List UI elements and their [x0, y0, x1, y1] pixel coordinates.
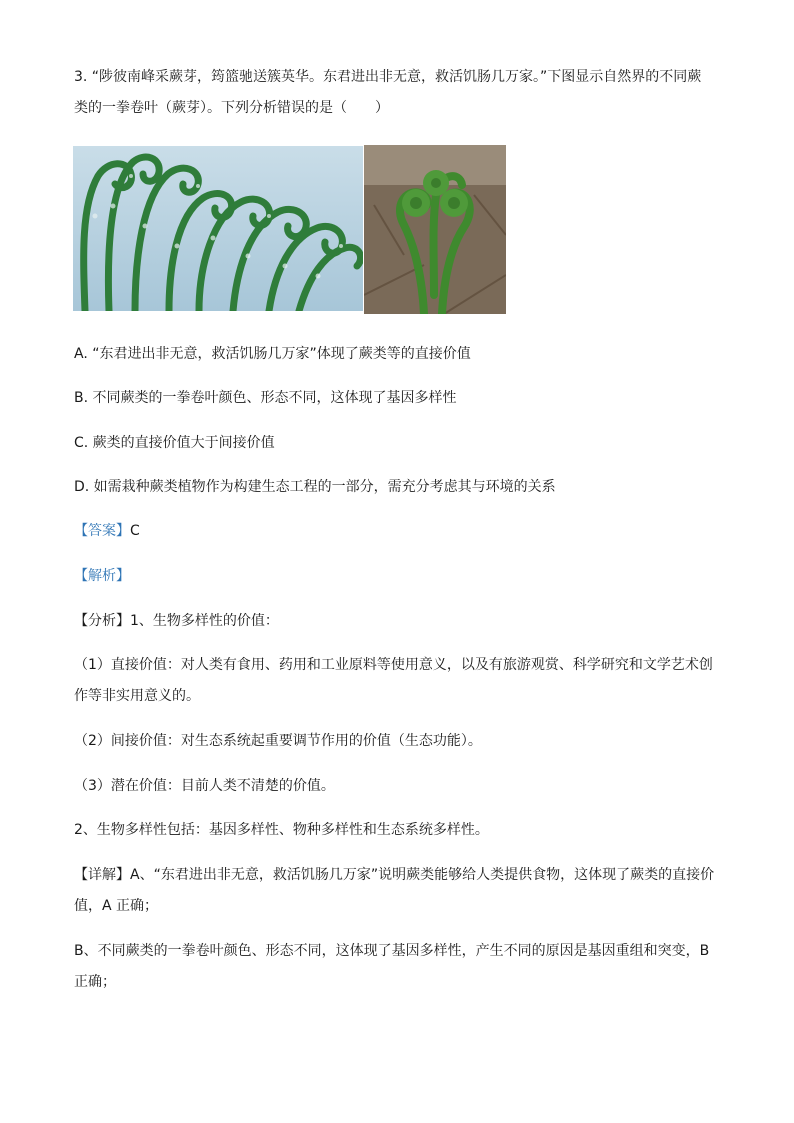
detail-a-line-1 [74, 865, 714, 885]
option-a: A. “东君进出非无意，救活饥肠几万家”体现了蕨类等的直接价值 [74, 346, 471, 362]
detail-b-line-2: 正确； [74, 974, 116, 990]
fern-fiddleheads-dew-photo [73, 146, 363, 311]
analysis-label: 【解析】 [74, 568, 130, 584]
indirect-value-line: （2）间接价值：对生态系统起重要调节作用的价值（生态功能）。 [74, 733, 482, 749]
direct-value-line-2: 作等非实用意义的。 [74, 688, 200, 704]
option-b: B. 不同蕨类的一拳卷叶颜色、形态不同，这体现了基因多样性 [74, 390, 457, 406]
answer-label: 【答案】 [74, 523, 130, 539]
diversity-types-line: 2、生物多样性包括：基因多样性、物种多样性和生态系统多样性。 [74, 822, 489, 838]
detail-label: 【详解】 [74, 867, 130, 883]
question-line-1: 3. “陟彼南峰采蕨芽，筠篮驰送簇英华。东君进出非无意，救活饥肠几万家。”下图显示自然界的不同蕨 [74, 69, 702, 85]
potential-value-line: （3）潜在价值：目前人类不清楚的价值。 [74, 778, 335, 794]
detail-a-line-2: 值，A 正确； [74, 898, 159, 914]
detail-a-text: A、“东君进出非无意，救活饥肠几万家”说明蕨类能够给人类提供食物，这体现了蕨类的直接价 [130, 867, 715, 883]
fenxi-text: 1、生物多样性的价值： [130, 613, 279, 629]
question-line-2: 类的一拳卷叶（蕨芽）。下列分析错误的是（ ） [74, 100, 389, 116]
answer-value: C [130, 523, 140, 539]
detail-b-line-1: B、不同蕨类的一拳卷叶颜色、形态不同，这体现了基因多样性，产生不同的原因是基因重组和突变，B [74, 943, 710, 959]
option-d: D. 如需栽种蕨类植物作为构建生态工程的一部分，需充分考虑其与环境的关系 [74, 479, 556, 495]
analysis-intro [74, 611, 279, 631]
option-c: C. 蕨类的直接价值大于间接价值 [74, 435, 275, 451]
fenxi-label: 【分析】 [74, 613, 130, 629]
analysis-heading [74, 566, 130, 586]
fern-fiddlehead-ground-photo [364, 145, 506, 314]
answer-line [74, 521, 140, 541]
direct-value-line-1: （1）直接价值：对人类有食用、药用和工业原料等使用意义，以及有旅游观赏、科学研究和文学艺术创 [74, 657, 713, 673]
